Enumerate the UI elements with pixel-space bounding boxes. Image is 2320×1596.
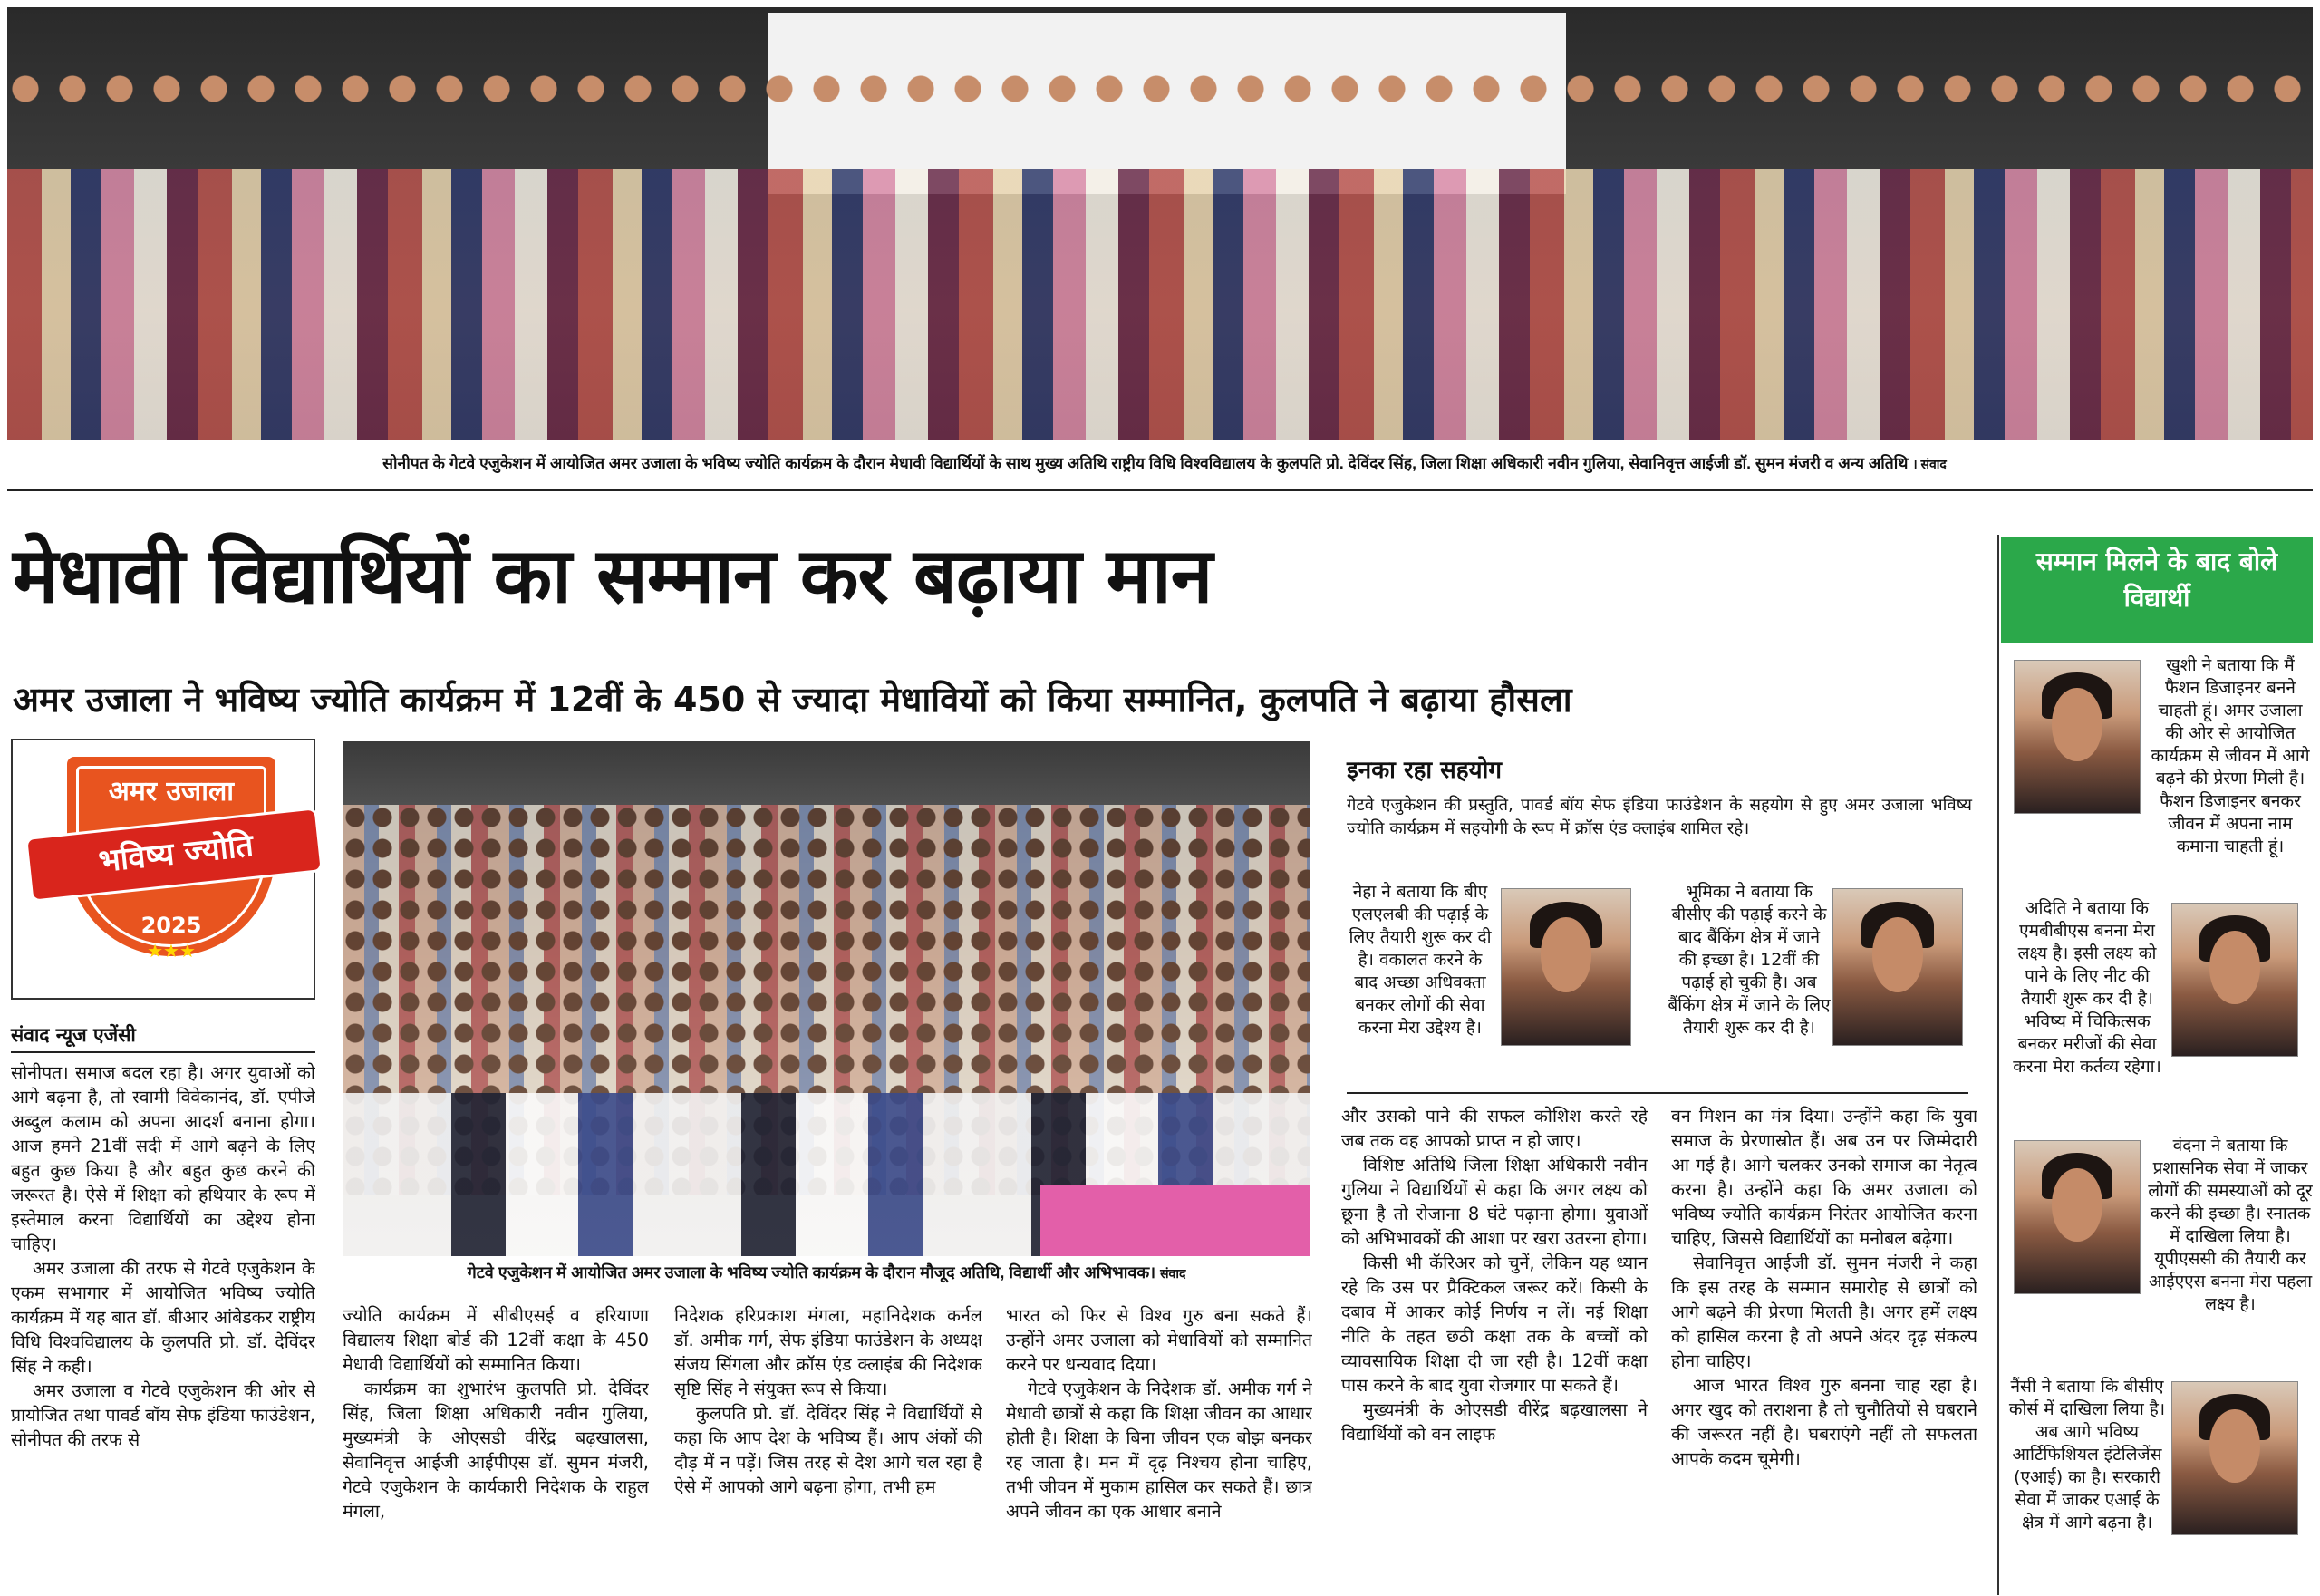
audience-photo bbox=[343, 741, 1310, 1256]
quote-vandana: वंदना ने बताया कि प्रशासनिक सेवा में जाकर लोगों की समस्याओं को दूर करने की इच्छा है। स्नातक में दाखिला लिया है। यूपीएससी की तैयारी कर आईएएस बनना मेरा पहला लक्ष्य है। bbox=[2148, 1136, 2313, 1314]
mid-quote-rule bbox=[1347, 1092, 1968, 1094]
support-title: इनका रहा सहयोग bbox=[1347, 757, 1503, 784]
col5-p3: किसी भी कॅरिअर को चुनें, लेकिन यह ध्यान रहे कि उस पर प्रैक्टिकल जरूर करें। किसी के दबाव में आकर कोई निर्णय न लें। नई शिक्षा नीति के तहत छठी कक्षा तक के बच्चों को व्यावसायिक शिक्षा दी जा रही है। 12वीं कक्षा पास करने के बाद युवा रोजगार पा सकते हैं। bbox=[1341, 1253, 1648, 1396]
article-col-6 bbox=[1671, 1104, 1977, 1593]
crowd-clothing bbox=[7, 169, 2313, 440]
logo-year: 2025 bbox=[140, 913, 202, 938]
col6-p1: वन मिशन का मंत्र दिया। उन्होंने कहा कि युवा समाज के प्रेरणास्रोत हैं। अब उन पर जिम्मेदारी आ गई है। आगे चलकर उनको समाज का नेतृत्व करना है। उन्होंने कहा कि अमर उजाला को भविष्य ज्योति कार्यक्रम निरंतर आयोजित करना चाहिए, जिससे विद्यार्थियों का मनोबल बढ़ेगा। bbox=[1671, 1106, 1977, 1249]
col3-p1: निदेशक हरिप्रकाश मंगला, महानिदेशक कर्नल डॉ. अमीक गर्ग, सेफ इंडिया फाउंडेशन के अध्यक्ष संजय सिंगला और क्रॉस एंड क्लाइंब की निदेशक सृष्टि सिंह ने संयुक्त रूप से किया। bbox=[674, 1305, 982, 1399]
top-divider bbox=[7, 489, 2313, 491]
portrait-neha bbox=[1501, 888, 1631, 1046]
col1-p1: सोनीपत। समाज बदल रहा है। अगर युवाओं को आगे बढ़ना है, तो स्वामी विवेकानंद, डॉ. एपीजे अब्दुल कलाम को अपना आदर्श बनाना होगा। आज हमने 21वीं सदी में आगे बढ़ने के लिए बहुत कुछ किया है और बहुत कुछ करने की जरूरत है। ऐसे में शिक्षा को हथियार के रूप में इस्तेमाल करना विद्यार्थियों का उद्देश्य होना चाहिए। bbox=[11, 1062, 315, 1254]
logo-brand: अमर उजाला bbox=[108, 776, 235, 808]
headline: मेधावी विद्यार्थियों का सम्मान कर बढ़ाया मान bbox=[13, 531, 1213, 620]
bhavishya-jyoti-logo bbox=[11, 739, 315, 1000]
quote-neha: नेहा ने बताया कि बीए एलएलबी की पढ़ाई के लिए तैयारी शुरू कर दी है। वकालत करने के बाद अच्छा अधिवक्ता बनकर लोगों की सेवा करना मेरा उद्देश्य है। bbox=[1348, 882, 1492, 1038]
logo-stars: ★★★ bbox=[147, 940, 196, 962]
col5-p2: विशिष्ट अतिथि जिला शिक्षा अधिकारी नवीन गुलिया ने विद्यार्थियों से कहा कि अगर लक्ष्य को छूना है तो रोजाना 8 घंटे पढ़ाना होगा। युवाओं को अभिभावकों की आशा पर खरा उतरना होगा। bbox=[1341, 1155, 1648, 1249]
crowd-heads bbox=[7, 62, 2313, 170]
col6-p2: सेवानिवृत्त आईजी डॉ. सुमन मंजरी ने कहा कि इस तरह के सम्मान समारोह से छात्रों को आगे बढ़ने की प्रेरणा मिलती है। अगर हमें लक्ष्य को हासिल करना है तो अपने अंदर दृढ़ संकल्प होना चाहिए। bbox=[1671, 1253, 1977, 1371]
col1-p2: अमर उजाला की तरफ से गेटवे एजुकेशन के एकम सभागार में आयोजित भविष्य ज्योति कार्यक्रम में यह बात डॉ. बीआर आंबेडकर राष्ट्रीय विधि विश्वविद्यालय के कुलपति प्रो. डॉ. देविंदर सिंह ने कही। bbox=[11, 1258, 315, 1377]
article-col-3 bbox=[674, 1303, 982, 1591]
col6-p3: आज भारत विश्व गुरु बनना चाह रहा है। अगर खुद को तराशना है तो चुनौतियों से घबराने की जरूरत नहीं है। घबराएंगे नहीं तो सफलता आपके कदम चूमेगी। bbox=[1671, 1375, 1977, 1469]
top-photo-caption bbox=[145, 453, 2184, 474]
col4-p2: गेटवे एजुकेशन के निदेशक डॉ. अमीक गर्ग ने मेधावी छात्रों से कहा कि शिक्षा जीवन का आधार होती है। शिक्षा के बिना जीवन एक बोझ बनकर रह जाता है। मन में दृढ़ निश्चय होना चाहिए, तभी जीवन में मुकाम हासिल कर सकते हैं। छात्र अपने जीवन का एक आधार बनाने bbox=[1006, 1378, 1312, 1522]
col4-p1: भारत को फिर से विश्व गुरु बना सकते हैं। उन्होंने अमर उजाला को मेधावियों को सम्मानित करने पर धन्यवाद दिया। bbox=[1006, 1305, 1312, 1375]
col5-p1: और उसको पाने की सफल कोशिश करते रहे जब तक वह आपको प्राप्त न हो जाए। bbox=[1341, 1106, 1648, 1151]
top-caption-text: सोनीपत के गेटवे एजुकेशन में आयोजित अमर उजाला के भविष्य ज्योति कार्यक्रम के दौरान मेधावी विद्यार्थियों के साथ मुख्य अतिथि राष्ट्रीय विधि विश्वविद्यालय के कुलपति प्रो. देविंदर सिंह, जिला शिक्षा अधिकारी नवीन गुलिया, सेवानिवृत्त आईजी डॉ. सुमन मंजरी व अन्य अतिथि bbox=[382, 454, 1909, 472]
quote-nancy: नैंसी ने बताया कि बीसीए कोर्स में दाखिला लिया है। अब आगे भविष्य आर्टिफिशियल इंटेलिजेंस (एआई) का है। सरकारी सेवा में जाकर एआई के क्षेत्र में आगे बढ़ना है। bbox=[2008, 1377, 2166, 1533]
quote-khushi: खुशी ने बताया कि मैं फैशन डिजाइनर बनने चाहती हूं। अमर उजाला की ओर से आयोजित कार्यक्रम से जीवन में आगे बढ़ने की प्रेरणा मिली है। फैशन डिजाइनर बनकर जीवन में अपना नाम कमाना चाहती हूं। bbox=[2151, 655, 2310, 856]
col2-p2: कार्यक्रम का शुभारंभ कुलपति प्रो. देविंदर सिंह, जिला शिक्षा अधिकारी नवीन गुलिया, मुख्यमंत्री के ओएसडी वीरेंद्र बढ़खालसा, सेवानिवृत्त आईजी आईपीएस डॉ. सुमन मंजरी, गेटवे एजुकेशन के कार्यकारी निदेशक के राहुल मंगला, bbox=[343, 1378, 649, 1522]
article-col-5 bbox=[1341, 1104, 1648, 1593]
subheadline: अमर उजाला ने भविष्य ज्योति कार्यक्रम में 12वीं के 450 से ज्यादा मेधावियों को किया सम्मानित, कुलपति ने बढ़ाया हौसला bbox=[13, 680, 1572, 720]
sidebar-title: सम्मान मिलने के बाद बोले विद्यार्थी bbox=[2001, 537, 2313, 643]
col1-p3: अमर उजाला व गेटवे एजुकेशन की ओर से प्रायोजित तथा पावर्ड बॉय सेफ इंडिया फाउंडेशन, सोनीपत की तरफ से bbox=[11, 1380, 315, 1450]
pink-table bbox=[1040, 1185, 1310, 1256]
article-col-1 bbox=[11, 1060, 315, 1591]
byline-rule bbox=[11, 1051, 315, 1053]
portrait-bhumika bbox=[1832, 888, 1963, 1046]
support-text: गेटवे एजुकेशन की प्रस्तुति, पावर्ड बॉय सेफ इंडिया फाउंडेशन के सहयोग से हुए अमर उजाला भविष्य ज्योति कार्यक्रम में सहयोगी के रूप में क्रॉस एंड क्लाइंब शामिल रहे। bbox=[1347, 796, 1972, 838]
center-caption-text: गेटवे एजुकेशन में आयोजित अमर उजाला के भविष्य ज्योति कार्यक्रम के दौरान मौजूद अतिथि, विद्यार्थी और अभिभावक। bbox=[467, 1263, 1156, 1282]
col3-p2: कुलपति प्रो. डॉ. देविंदर सिंह ने विद्यार्थियों से कहा कि आप देश के भविष्य हैं। आप अंकों की दौड़ में न पड़ें। जिस तरह से देश आगे चल रहा है ऐसे में आपको आगे बढ़ना होगा, तभी हम bbox=[674, 1403, 982, 1497]
article-col-4 bbox=[1006, 1303, 1312, 1591]
byline: संवाद न्यूज एजेंसी bbox=[11, 1024, 136, 1046]
col2-p1: ज्योति कार्यक्रम में सीबीएसई व हरियाणा विद्यालय शिक्षा बोर्ड की 12वीं कक्षा के 450 मेधावी विद्यार्थियों को सम्मानित किया। bbox=[343, 1305, 649, 1375]
top-group-photo bbox=[7, 7, 2313, 440]
center-caption-credit: संवाद bbox=[1160, 1266, 1186, 1281]
quote-aditi: अदिति ने बताया कि एमबीबीएस बनना मेरा लक्ष्य है। इसी लक्ष्य को पाने के लिए नीट की तैयारी शुरू कर दी है। भविष्य में चिकित्सक बनकर मरीजों की सेवा करना मेरा कर्तव्य रहेगा। bbox=[2013, 898, 2161, 1077]
logo-program: भविष्य ज्योति bbox=[96, 827, 256, 880]
quote-bhumika: भूमिका ने बताया कि बीसीए की पढ़ाई करने के बाद बैंकिंग क्षेत्र में जाने की इच्छा है। 12वीं की पढ़ाई हो चुकी है। अब बैंकिंग क्षेत्र में जाने के लिए तैयारी शुरू कर दी है। bbox=[1668, 882, 1831, 1038]
center-photo-caption bbox=[343, 1262, 1310, 1283]
top-caption-credit: । संवाद bbox=[1912, 457, 1947, 471]
col5-p4: मुख्यमंत्री के ओएसडी वीरेंद्र बढ़खालसा ने विद्यार्थियों को वन लाइफ bbox=[1341, 1399, 1648, 1445]
article-col-2 bbox=[343, 1303, 649, 1591]
